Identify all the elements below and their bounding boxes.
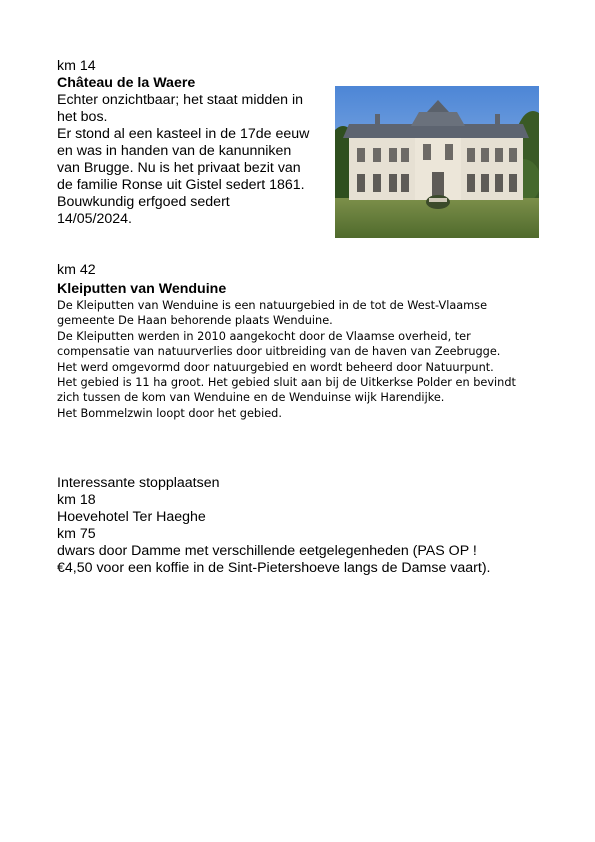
text-line: Het gebied is 11 ha groot. Het gebied sluit aan bij de Uitkerkse Polder en bevindt [57, 376, 516, 390]
text-line: Hoevehotel Ter Haeghe [57, 509, 206, 525]
text-line: van Brugge. Nu is het privaat bezit van [57, 160, 301, 176]
text-line: Er stond al een kasteel in de 17de eeuw [57, 126, 310, 142]
section-stopplaatsen [57, 475, 547, 577]
section-chateau [57, 58, 332, 228]
text-line: €4,50 voor een koffie in de Sint-Pietershoeve langs de Damse vaart). [57, 560, 491, 576]
section-title: Château de la Waere [57, 75, 196, 91]
text-line: gemeente De Haan behorende plaats Wenduine. [57, 314, 333, 328]
text-line: De Kleiputten van Wenduine is een natuurgebied in de tot de West-Vlaamse [57, 299, 488, 312]
section-title: Kleiputten van Wenduine [57, 281, 227, 297]
text-line: Het werd omgevormd door natuurgebied en wordt beheerd door Natuurpunt. [57, 360, 494, 374]
text-line: zich tussen de kom van Wenduine en de Wenduinse wijk Harendijke. [57, 391, 445, 405]
text-line: km 75 [57, 526, 96, 542]
text-line: dwars door Damme met verschillende eetgelegenheden (PAS OP ! [57, 543, 477, 559]
text-line: km 18 [57, 492, 96, 508]
section-heading: Interessante stopplaatsen [57, 475, 220, 491]
text-line: Echter onzichtbaar; het staat midden in [57, 92, 304, 108]
text-line: De Kleiputten werden in 2010 aangekocht door de Vlaamse overheid, ter [57, 329, 471, 343]
text-line: compensatie van natuurverlies door uitbreiding van de haven van Zeebrugge. [57, 345, 501, 359]
text-line: 14/05/2024. [57, 211, 132, 227]
section-kleiputten [57, 262, 547, 421]
chateau-photo [335, 86, 539, 238]
text-line: Het Bommelzwin loopt door het gebied. [57, 406, 282, 420]
km-label: km 14 [57, 58, 96, 74]
text-line: en was in handen van de kanunniken [57, 143, 292, 159]
text-line: Bouwkundig erfgoed sedert [57, 194, 230, 210]
text-line: het bos. [57, 109, 108, 125]
km-label: km 42 [57, 262, 96, 278]
text-line: de familie Ronse uit Gistel sedert 1861. [57, 177, 305, 193]
